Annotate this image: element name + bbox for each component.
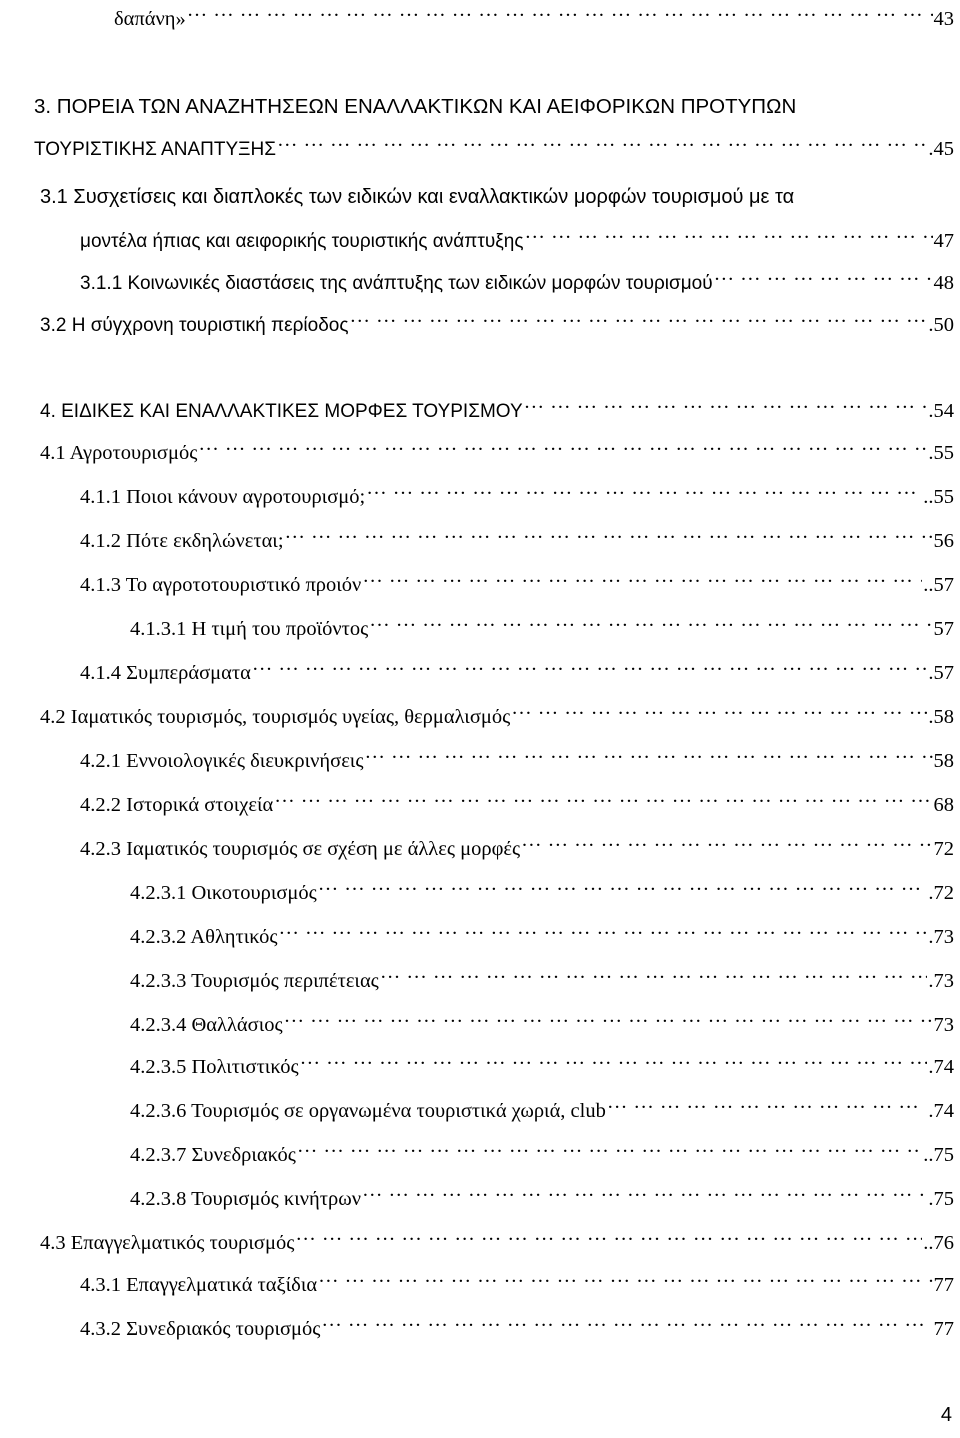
page-number: 4 [940,1404,952,1426]
toc-entry-page: ..75 [923,1144,954,1166]
toc-entry [80,526,954,556]
toc-entry-label: 4.1.4 Συμπεράσματα [80,662,251,684]
toc-entry-page: 58 [933,750,954,772]
toc-entry-page: 73 [933,1014,954,1036]
dot-leader [511,703,927,724]
dot-leader [277,135,927,156]
dot-leader [607,1097,928,1118]
toc-entry [80,570,954,600]
toc-entry-page: 68 [933,794,954,816]
dot-leader [252,659,927,680]
toc-entry [130,966,954,996]
toc-entry [40,310,954,340]
toc-entry-page: 77 [933,1274,954,1296]
dot-leader [285,527,933,548]
toc-entry-page: .72 [928,882,954,904]
toc-entry [114,4,954,34]
toc-entry-page: 72 [933,838,954,860]
toc-entry-label: 4.1.3.1 Η τιμή του προϊόντος [130,618,369,640]
toc-entry-page: .55 [928,442,954,464]
toc-entry-label: 4.2.3.1 Οικοτουρισμός [130,882,317,904]
toc-entry-label: 4.2.2 Ιστορικά στοιχεία [80,794,274,816]
toc-entry-page: .74 [928,1056,954,1078]
dot-leader [524,397,928,418]
dot-leader [521,835,932,856]
toc-entry [40,438,954,468]
dot-leader [362,571,922,592]
toc-entry-label: 4.2.1 Εννοιολογικές διευκρινήσεις [80,750,364,772]
toc-entry [80,834,954,864]
dot-leader [198,439,927,460]
toc-entry-page: .73 [928,926,954,948]
toc-entry-label: 3.1.1 Κοινωνικές διαστάσεις της ανάπτυξης των ειδικών μορφών τουρισμού [80,273,713,294]
dot-leader [366,483,922,504]
toc-entry [130,1010,954,1040]
toc-entry-page: .74 [928,1100,954,1122]
toc-entry-page: .50 [928,314,954,336]
dot-leader [297,1141,922,1162]
dot-leader [300,1053,928,1074]
toc-entry-label: 4. ΕΙΔΙΚΕΣ ΚΑΙ ΕΝΑΛΛΑΚΤΙΚΕΣ ΜΟΡΦΕΣ ΤΟΥΡΙΣΜΟΥ [40,401,523,422]
toc-entry-label: μοντέλα ήπιας και αειφορικής τουριστικής ανάπτυξης [80,231,524,252]
dot-leader [525,227,933,248]
toc-entry-page: ..57 [923,574,954,596]
toc-entry-page: 47 [933,230,954,252]
dot-leader [318,1271,932,1292]
dot-leader [295,1229,922,1250]
toc-entry-label: 4.3 Επαγγελματικός τουρισμός [40,1232,295,1254]
toc-entry-label: 4.3.1 Επαγγελματικά ταξίδια [80,1274,318,1296]
toc-entry-label: 4.2.3.3 Τουρισμός περιπέτειας [130,970,379,992]
toc-entry [80,268,954,298]
toc-entry-label: 4.1.3 Το αγροτοτουριστικό προιόν [80,574,362,596]
toc-entry [40,702,954,732]
toc-entry-label: δαπάνη» [114,8,186,30]
dot-leader [318,879,928,900]
toc-entry [80,790,954,820]
toc-entry-page: 57 [933,618,954,640]
dot-leader [380,967,928,988]
toc-entry [130,1052,954,1082]
toc-entry-label: 4.2.3.4 Θαλλάσιος [130,1014,283,1036]
toc-entry-label: 4.2.3.8 Τουρισμός κινήτρων [130,1188,361,1210]
toc-entry [130,878,954,908]
toc-entry-page: .57 [928,662,954,684]
dot-leader [187,5,933,26]
dot-leader [278,923,927,944]
toc-entry-page: .54 [928,400,954,422]
toc-entry-label: ΤΟΥΡΙΣΤΙΚΗΣ ΑΝΑΠΤΥΞΗΣ [34,139,276,160]
toc-entry-page: 43 [933,8,954,30]
toc-entry-page: 56 [933,530,954,552]
toc-section-heading: 3.1 Συσχετίσεις και διαπλοκές των ειδικών και εναλλακτικών μορφών τουρισμού με τα [40,186,795,208]
toc-entry [80,482,954,512]
dot-leader [284,1011,933,1032]
toc-entry [80,226,954,256]
dot-leader [364,747,932,768]
toc-entry-page: .45 [928,138,954,160]
dot-leader [350,311,928,332]
toc-entry-page: .75 [928,1188,954,1210]
toc-entry-label: 4.2.3.2 Αθλητικός [130,926,278,948]
toc-entry [40,396,954,426]
toc-entry [130,922,954,952]
toc-entry [130,1096,954,1126]
toc-entry-page: 77 [933,1318,954,1340]
toc-entry [80,1270,954,1300]
toc-entry-label: 4.2.3 Ιαματικός τουρισμός σε σχέση με άλλες μορφές [80,838,521,860]
toc-entry-label: 4.2 Ιαματικός τουρισμός, τουρισμός υγείας, θερμαλισμός [40,706,511,728]
toc-entry-page: .58 [928,706,954,728]
toc-entry-page: ..55 [923,486,954,508]
toc-entry [80,1314,954,1344]
toc-chapter-heading: 3. ΠΟΡΕΙΑ ΤΩΝ ΑΝΑΖΗΤΗΣΕΩΝ ΕΝΑΛΛΑΚΤΙΚΩΝ ΚΑΙ ΑΕΙΦΟΡΙΚΩΝ ΠΡΟΤΥΠΩΝ [34,95,797,118]
toc-entry [130,1184,954,1214]
toc-entry [34,134,954,164]
toc-entry-label: 4.1.2 Πότε εκδηλώνεται; [80,530,284,552]
dot-leader [321,1315,932,1336]
toc-entry [80,658,954,688]
dot-leader [362,1185,927,1206]
toc-entry-page: .73 [928,970,954,992]
toc-entry [130,1140,954,1170]
dot-leader [274,791,932,812]
toc-entry [130,614,954,644]
toc-entry-label: 4.1 Αγροτουρισμός [40,442,198,464]
toc-entry-label: 4.2.3.5 Πολιτιστικός [130,1056,299,1078]
toc-entry-page: 48 [933,272,954,294]
toc-entry [80,746,954,776]
toc-entry-page: ..76 [923,1232,954,1254]
toc-entry-label: 3.2 Η σύγχρονη τουριστική περίοδος [40,315,349,336]
toc-entry-label: 4.2.3.7 Συνεδριακός [130,1144,296,1166]
dot-leader [369,615,932,636]
dot-leader [714,269,933,290]
toc-entry-label: 4.2.3.6 Τουρισμός σε οργανωμένα τουριστικά χωριά, club [130,1100,606,1122]
toc-entry-label: 4.3.2 Συνεδριακός τουρισμός [80,1318,321,1340]
toc-entry-label: 4.1.1 Ποιοι κάνουν αγροτουρισμό; [80,486,366,508]
toc-entry [40,1228,954,1258]
